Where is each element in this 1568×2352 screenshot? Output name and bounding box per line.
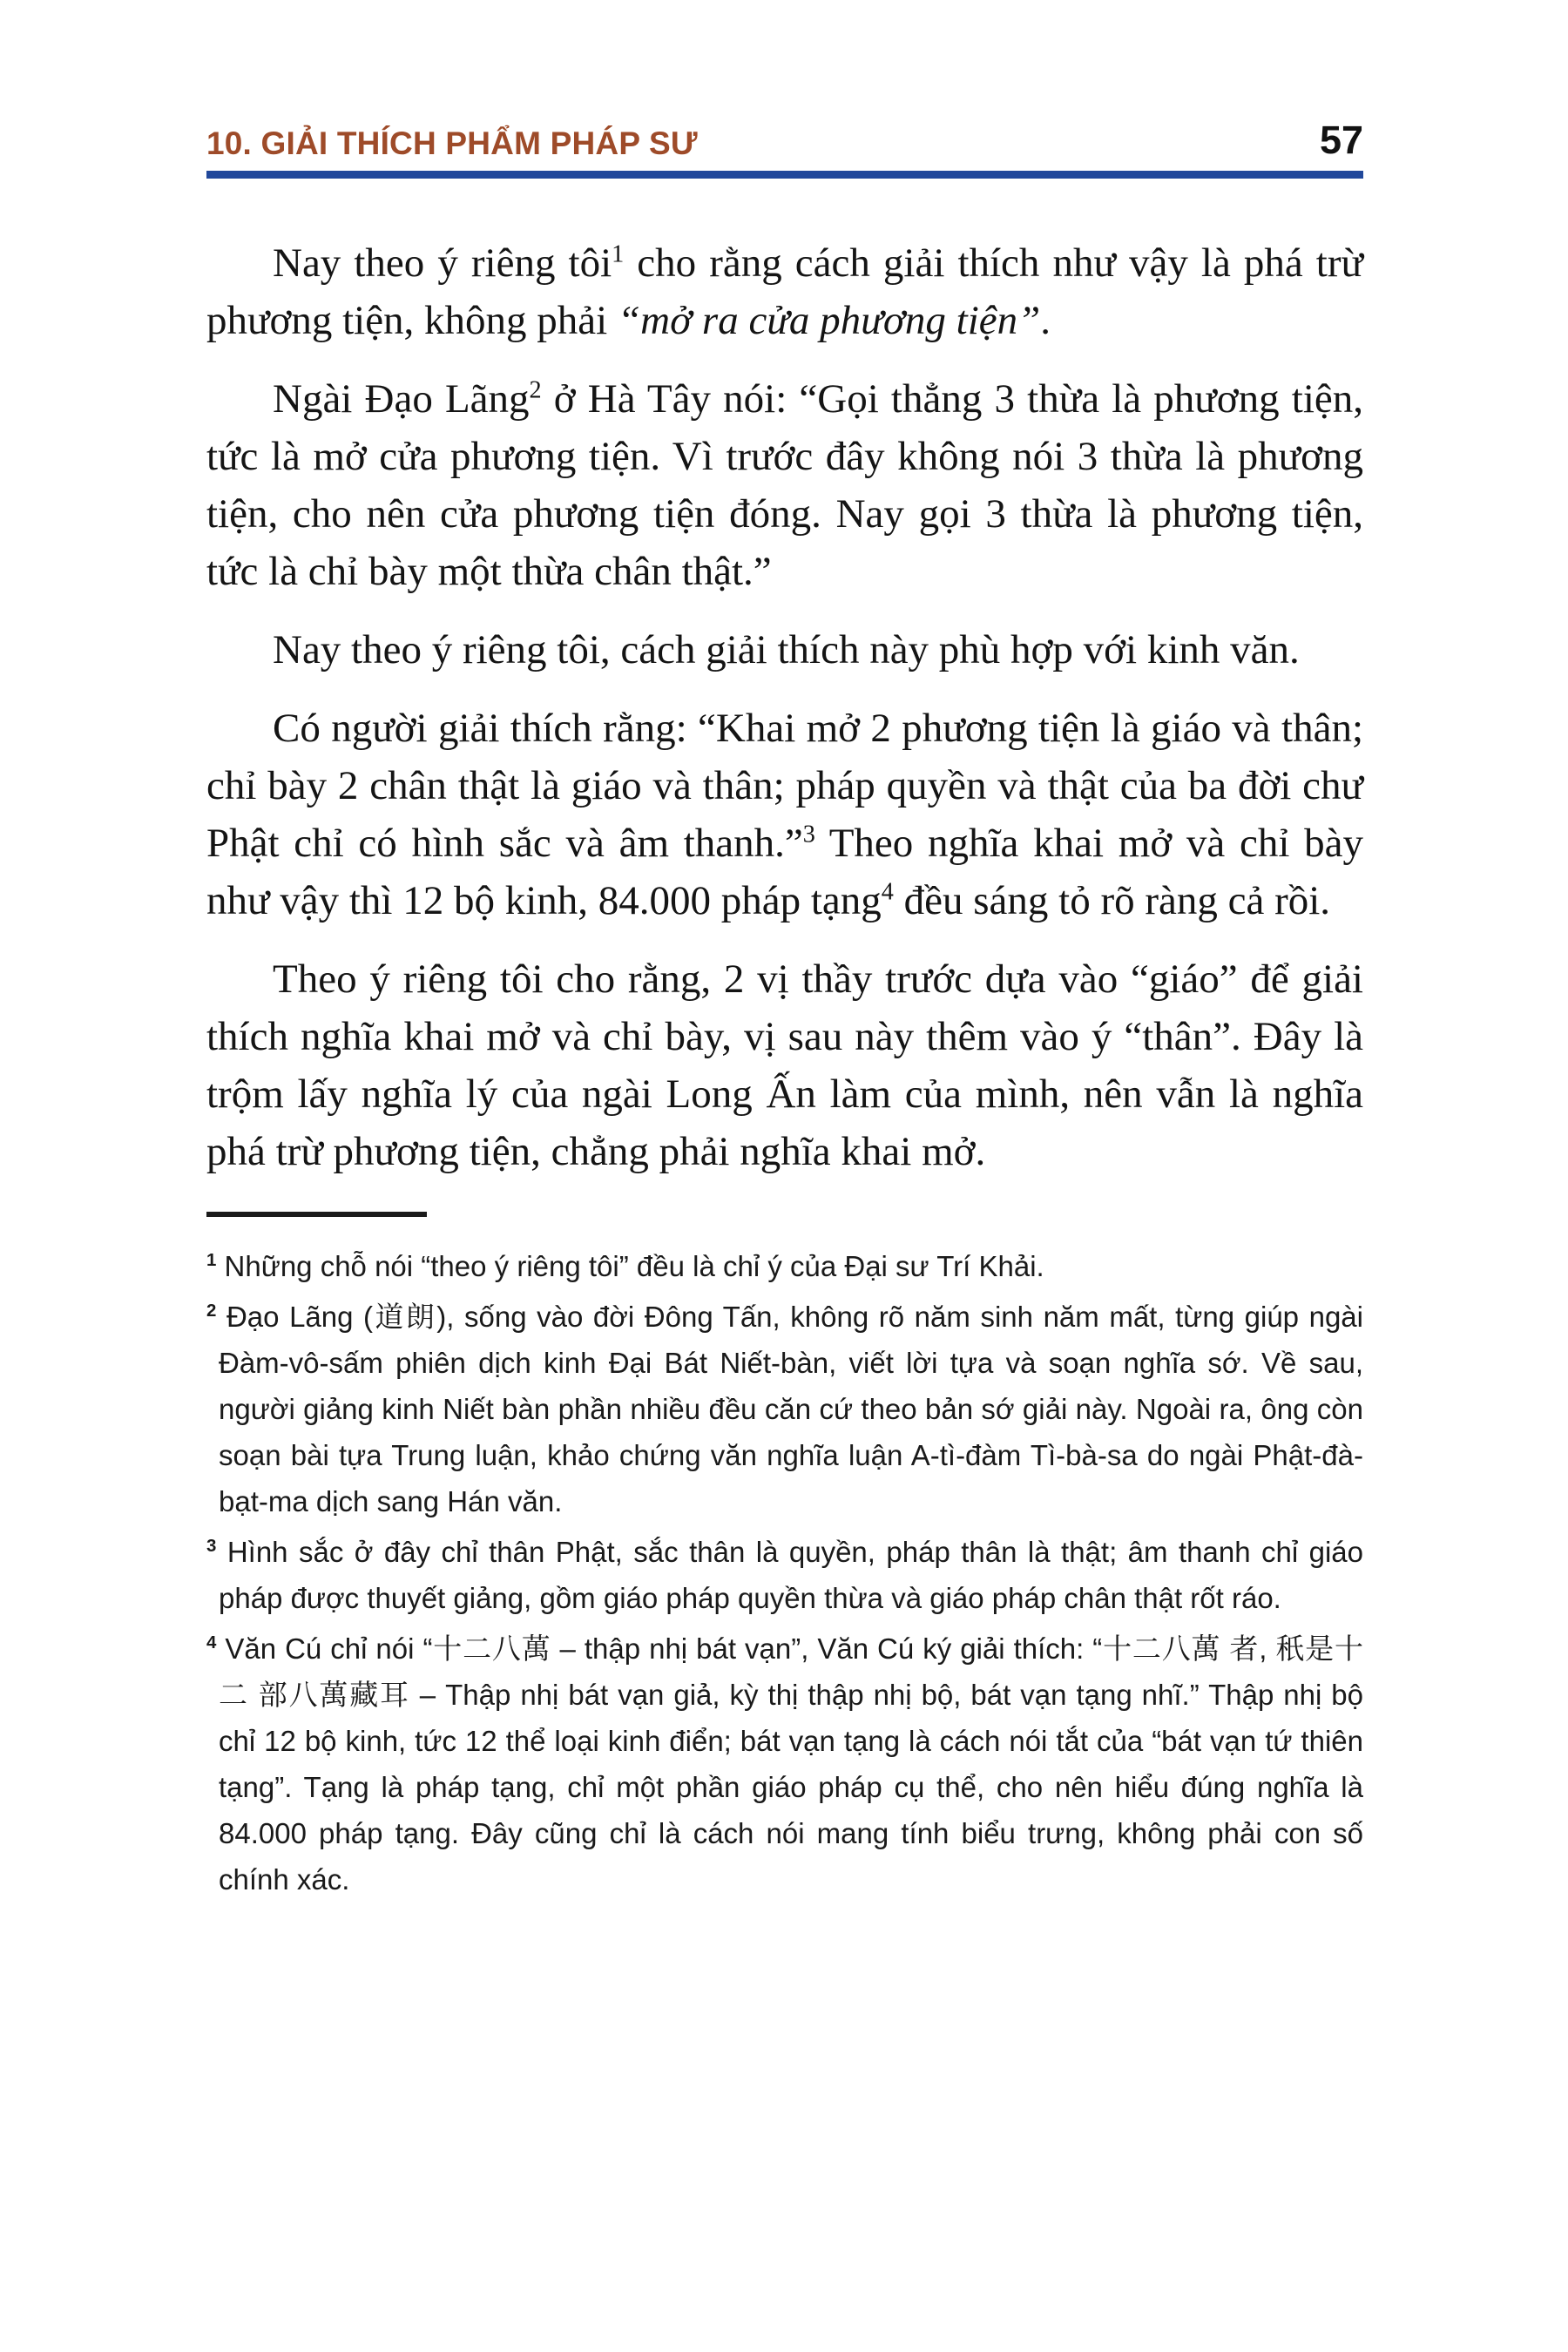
footnote-separator — [206, 1212, 427, 1217]
text-segment-italic: “mở ra cửa phương tiện” — [617, 298, 1041, 343]
body-paragraph — [206, 700, 1363, 929]
text-segment-normal: Theo nghĩa khai mở và chỉ bày như vậy thì 12 bộ kinh, 84.000 pháp tạng — [206, 821, 1363, 923]
page-number: 57 — [1319, 118, 1363, 162]
text-segment-normal: Ngài Đạo Lãng — [273, 376, 530, 422]
footnote-reference: 3 — [802, 821, 815, 848]
footnote — [206, 1243, 1363, 1289]
footnote-text: Những chỗ nói “theo ý riêng tôi” đều là chỉ ý của Đại sư Trí Khải. — [224, 1250, 1044, 1282]
footnotes-section — [206, 1243, 1363, 1903]
text-segment-normal: Có người giải thích rằng: “Khai mở 2 phương tiện là giáo và thân; chỉ bày 2 chân thật là giáo và thân; pháp quyền và thật của ba đời chư Phật chỉ có hình sắc và âm thanh.” — [206, 706, 1363, 866]
body-paragraph — [206, 234, 1363, 349]
chapter-title: 10. GIẢI THÍCH PHẨM PHÁP SƯ — [206, 125, 698, 161]
text-segment-normal: Nay theo ý riêng tôi — [273, 240, 612, 286]
footnote-reference: 4 — [881, 878, 894, 906]
text-segment-normal: đều sáng tỏ rõ ràng cả rồi. — [893, 878, 1331, 923]
body-paragraph — [206, 370, 1363, 600]
text-segment-normal: cho rằng cách giải thích như vậy là phá trừ phương tiện, không phải — [206, 240, 1363, 343]
body-text — [206, 234, 1363, 1180]
footnote-number: 4 — [206, 1632, 217, 1652]
footnote-number: 2 — [206, 1301, 217, 1321]
body-paragraph — [206, 950, 1363, 1180]
footnote-number: 3 — [206, 1536, 217, 1556]
text-segment-normal: Theo ý riêng tôi cho rằng, 2 vị thầy trước dựa vào “giáo” để giải thích nghĩa khai mở và chỉ bày, vị sau này thêm vào ý “thân”. Đây là trộm lấy nghĩa lý của ngài Long Ấn làm của mình, nên vẫn là nghĩa phá trừ phương tiện, chẳng phải nghĩa khai mở. — [206, 956, 1363, 1174]
body-paragraph — [206, 621, 1363, 679]
page-header — [206, 118, 1363, 162]
footnote — [206, 1529, 1363, 1621]
footnote — [206, 1625, 1363, 1903]
footnote-text: Hình sắc ở đây chỉ thân Phật, sắc thân là quyền, pháp thân là thật; âm thanh chỉ giáo pháp được thuyết giảng, gồm giáo pháp quyền thừa và giáo pháp chân thật rốt ráo. — [219, 1536, 1363, 1614]
text-segment-normal: ở Hà Tây nói: “Gọi thẳng 3 thừa là phương tiện, tức là mở cửa phương tiện. Vì trước đây không nói 3 thừa là phương tiện, cho nên cửa phương tiện đóng. Nay gọi 3 thừa là phương tiện, tức là chỉ bày một thừa chân thật.” — [206, 376, 1363, 594]
footnote-reference: 2 — [529, 376, 542, 404]
footnote-reference: 1 — [612, 240, 625, 268]
text-segment-normal: Nay theo ý riêng tôi, cách giải thích này phù hợp với kinh văn. — [273, 627, 1300, 672]
footnote — [206, 1294, 1363, 1524]
footnote-text: Văn Cú chỉ nói “十二八萬 – thập nhị bát vạn”, Văn Cú ký giải thích: “十二八萬 者, 秖是十二 部八萬藏耳 – Thập nhị bát vạn giả, kỳ thị thập nhị bộ, bát vạn tạng nhĩ.” Thập nhị bộ chỉ 12 bộ kinh, tức 12 thể loại kinh điển; bát vạn tạng là cách nói tắt của “bát vạn tứ thiên tạng”. Tạng là pháp tạng, chỉ một phần giáo pháp cụ thể, cho nên hiểu đúng nghĩa là 84.000 pháp tạng. Đây cũng chỉ là cách nói mang tính biểu trưng, không phải con số chính xác. — [219, 1632, 1363, 1896]
header-rule — [206, 171, 1363, 179]
footnote-text: Đạo Lãng (道朗), sống vào đời Đông Tấn, không rõ năm sinh năm mất, từng giúp ngài Đàm-vô-sấm phiên dịch kinh Đại Bát Niết-bàn, viết lời tựa và soạn nghĩa sớ. Về sau, người giảng kinh Niết bàn phần nhiều đều căn cứ theo bản sớ giải này. Ngoài ra, ông còn soạn bài tựa Trung luận, khảo chứng văn nghĩa luận A-tì-đàm Tì-bà-sa do ngài Phật-đà-bạt-ma dịch sang Hán văn. — [219, 1301, 1363, 1517]
text-segment-normal: . — [1040, 298, 1051, 343]
footnote-number: 1 — [206, 1250, 217, 1270]
